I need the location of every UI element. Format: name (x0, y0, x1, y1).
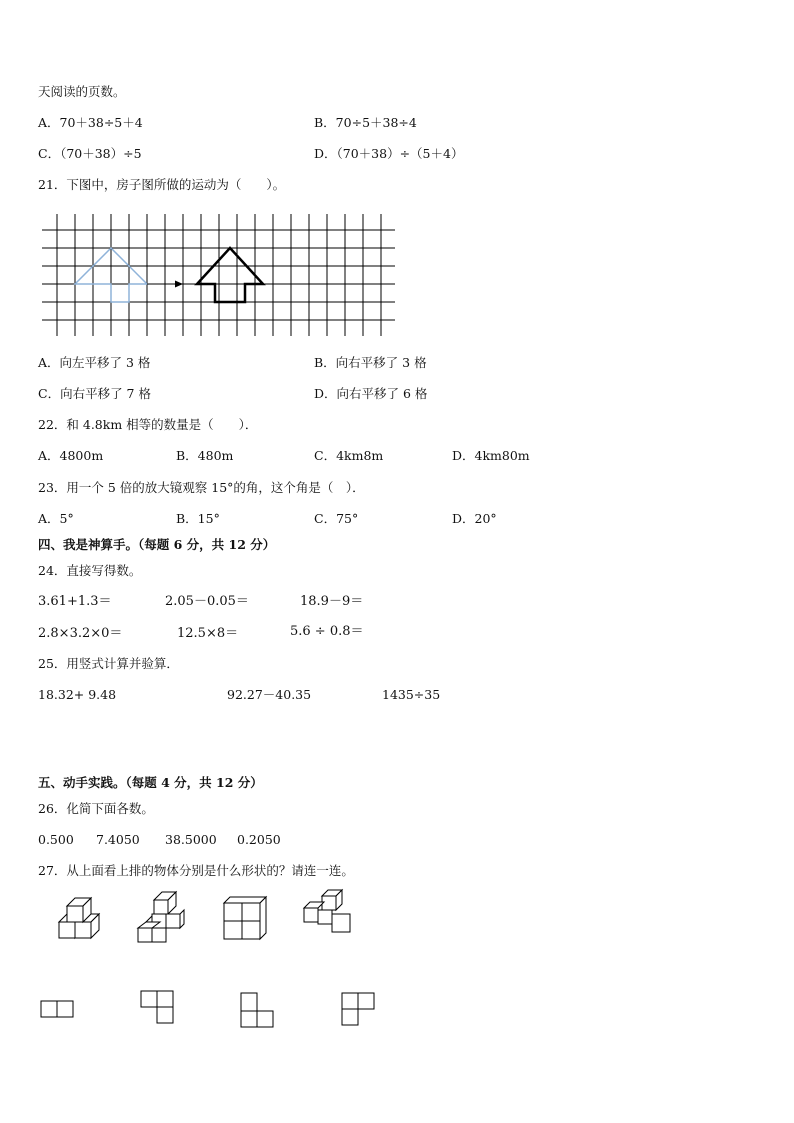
q23-option-b[interactable]: B．15° (176, 511, 220, 526)
q26-item: 0.2050 (237, 832, 281, 847)
cube-stack-2 (136, 888, 186, 944)
q24-item: 18.9－9＝ (300, 594, 364, 609)
q20-option-d[interactable]: D．（70＋38）÷（5＋4） (314, 146, 464, 161)
q21-option-c[interactable]: C．向右平移了 7 格 (38, 386, 151, 401)
q22-option-a[interactable]: A．4800m (38, 448, 104, 463)
q25-item: 92.27－40.35 (227, 687, 312, 702)
section-5-heading: 五、动手实践。（每题 4 分，共 12 分） (38, 775, 263, 790)
q25-item: 1435÷35 (382, 687, 441, 702)
q21-option-a[interactable]: A．向左平移了 3 格 (38, 355, 151, 370)
q26-item: 7.4050 (96, 832, 140, 847)
q21-question: 21．下图中，房子图所做的运动为（ ）。 (38, 177, 286, 192)
q26-item: 38.5000 (165, 832, 217, 847)
q20-continuation: 天阅读的页数。 (38, 84, 126, 99)
q20-option-c[interactable]: C．（70＋38）÷5 (38, 146, 142, 161)
q24-item: 5.6 ÷ 0.8＝ (290, 624, 364, 639)
q26-question: 26．化简下面各数。 (38, 801, 154, 816)
q26-item: 0.500 (38, 832, 74, 847)
q23-option-d[interactable]: D．20° (452, 511, 497, 526)
section-4-heading: 四、我是神算手。（每题 6 分，共 12 分） (38, 537, 276, 552)
top-view-2 (140, 990, 180, 1026)
q25-question: 25．用竖式计算并验算． (38, 656, 179, 671)
q23-question: 23．用一个 5 倍的放大镜观察 15°的角，这个角是（ ）． (38, 480, 365, 495)
q24-question: 24．直接写得数。 (38, 563, 142, 578)
moved-house-shape (197, 248, 263, 302)
q24-item: 2.8×3.2×0＝ (38, 626, 123, 641)
q22-question: 22．和 4.8km 相等的数量是（ ）． (38, 417, 258, 432)
q25-item: 18.32+ 9.48 (38, 687, 117, 702)
grid-figure (40, 212, 400, 342)
q20-option-a[interactable]: A．70＋38÷5＋4 (38, 115, 143, 130)
q20-option-b[interactable]: B．70÷5＋38÷4 (314, 115, 417, 130)
q24-item: 2.05－0.05＝ (165, 594, 249, 609)
q21-option-b[interactable]: B．向右平移了 3 格 (314, 355, 427, 370)
q24-item: 12.5×8＝ (177, 626, 239, 641)
q21-option-d[interactable]: D．向右平移了 6 格 (314, 386, 428, 401)
q27-question: 27．从上面看上排的物体分别是什么形状的？请连一连。 (38, 863, 354, 878)
q22-option-b[interactable]: B．480m (176, 448, 234, 463)
q23-option-a[interactable]: A．5° (38, 511, 74, 526)
top-view-1 (40, 1000, 76, 1020)
cube-stack-1 (56, 890, 106, 940)
top-view-4 (341, 990, 381, 1030)
grid-lines (42, 214, 395, 336)
q24-item: 3.61+1.3＝ (38, 594, 112, 609)
arrow-head-icon (175, 281, 183, 288)
q23-option-c[interactable]: C．75° (314, 511, 359, 526)
q22-option-d[interactable]: D．4km80m (452, 448, 530, 463)
cube-stack-3 (220, 893, 270, 943)
cube-stack-4 (300, 888, 356, 944)
q22-option-c[interactable]: C．4km8m (314, 448, 384, 463)
top-view-3 (240, 990, 280, 1030)
